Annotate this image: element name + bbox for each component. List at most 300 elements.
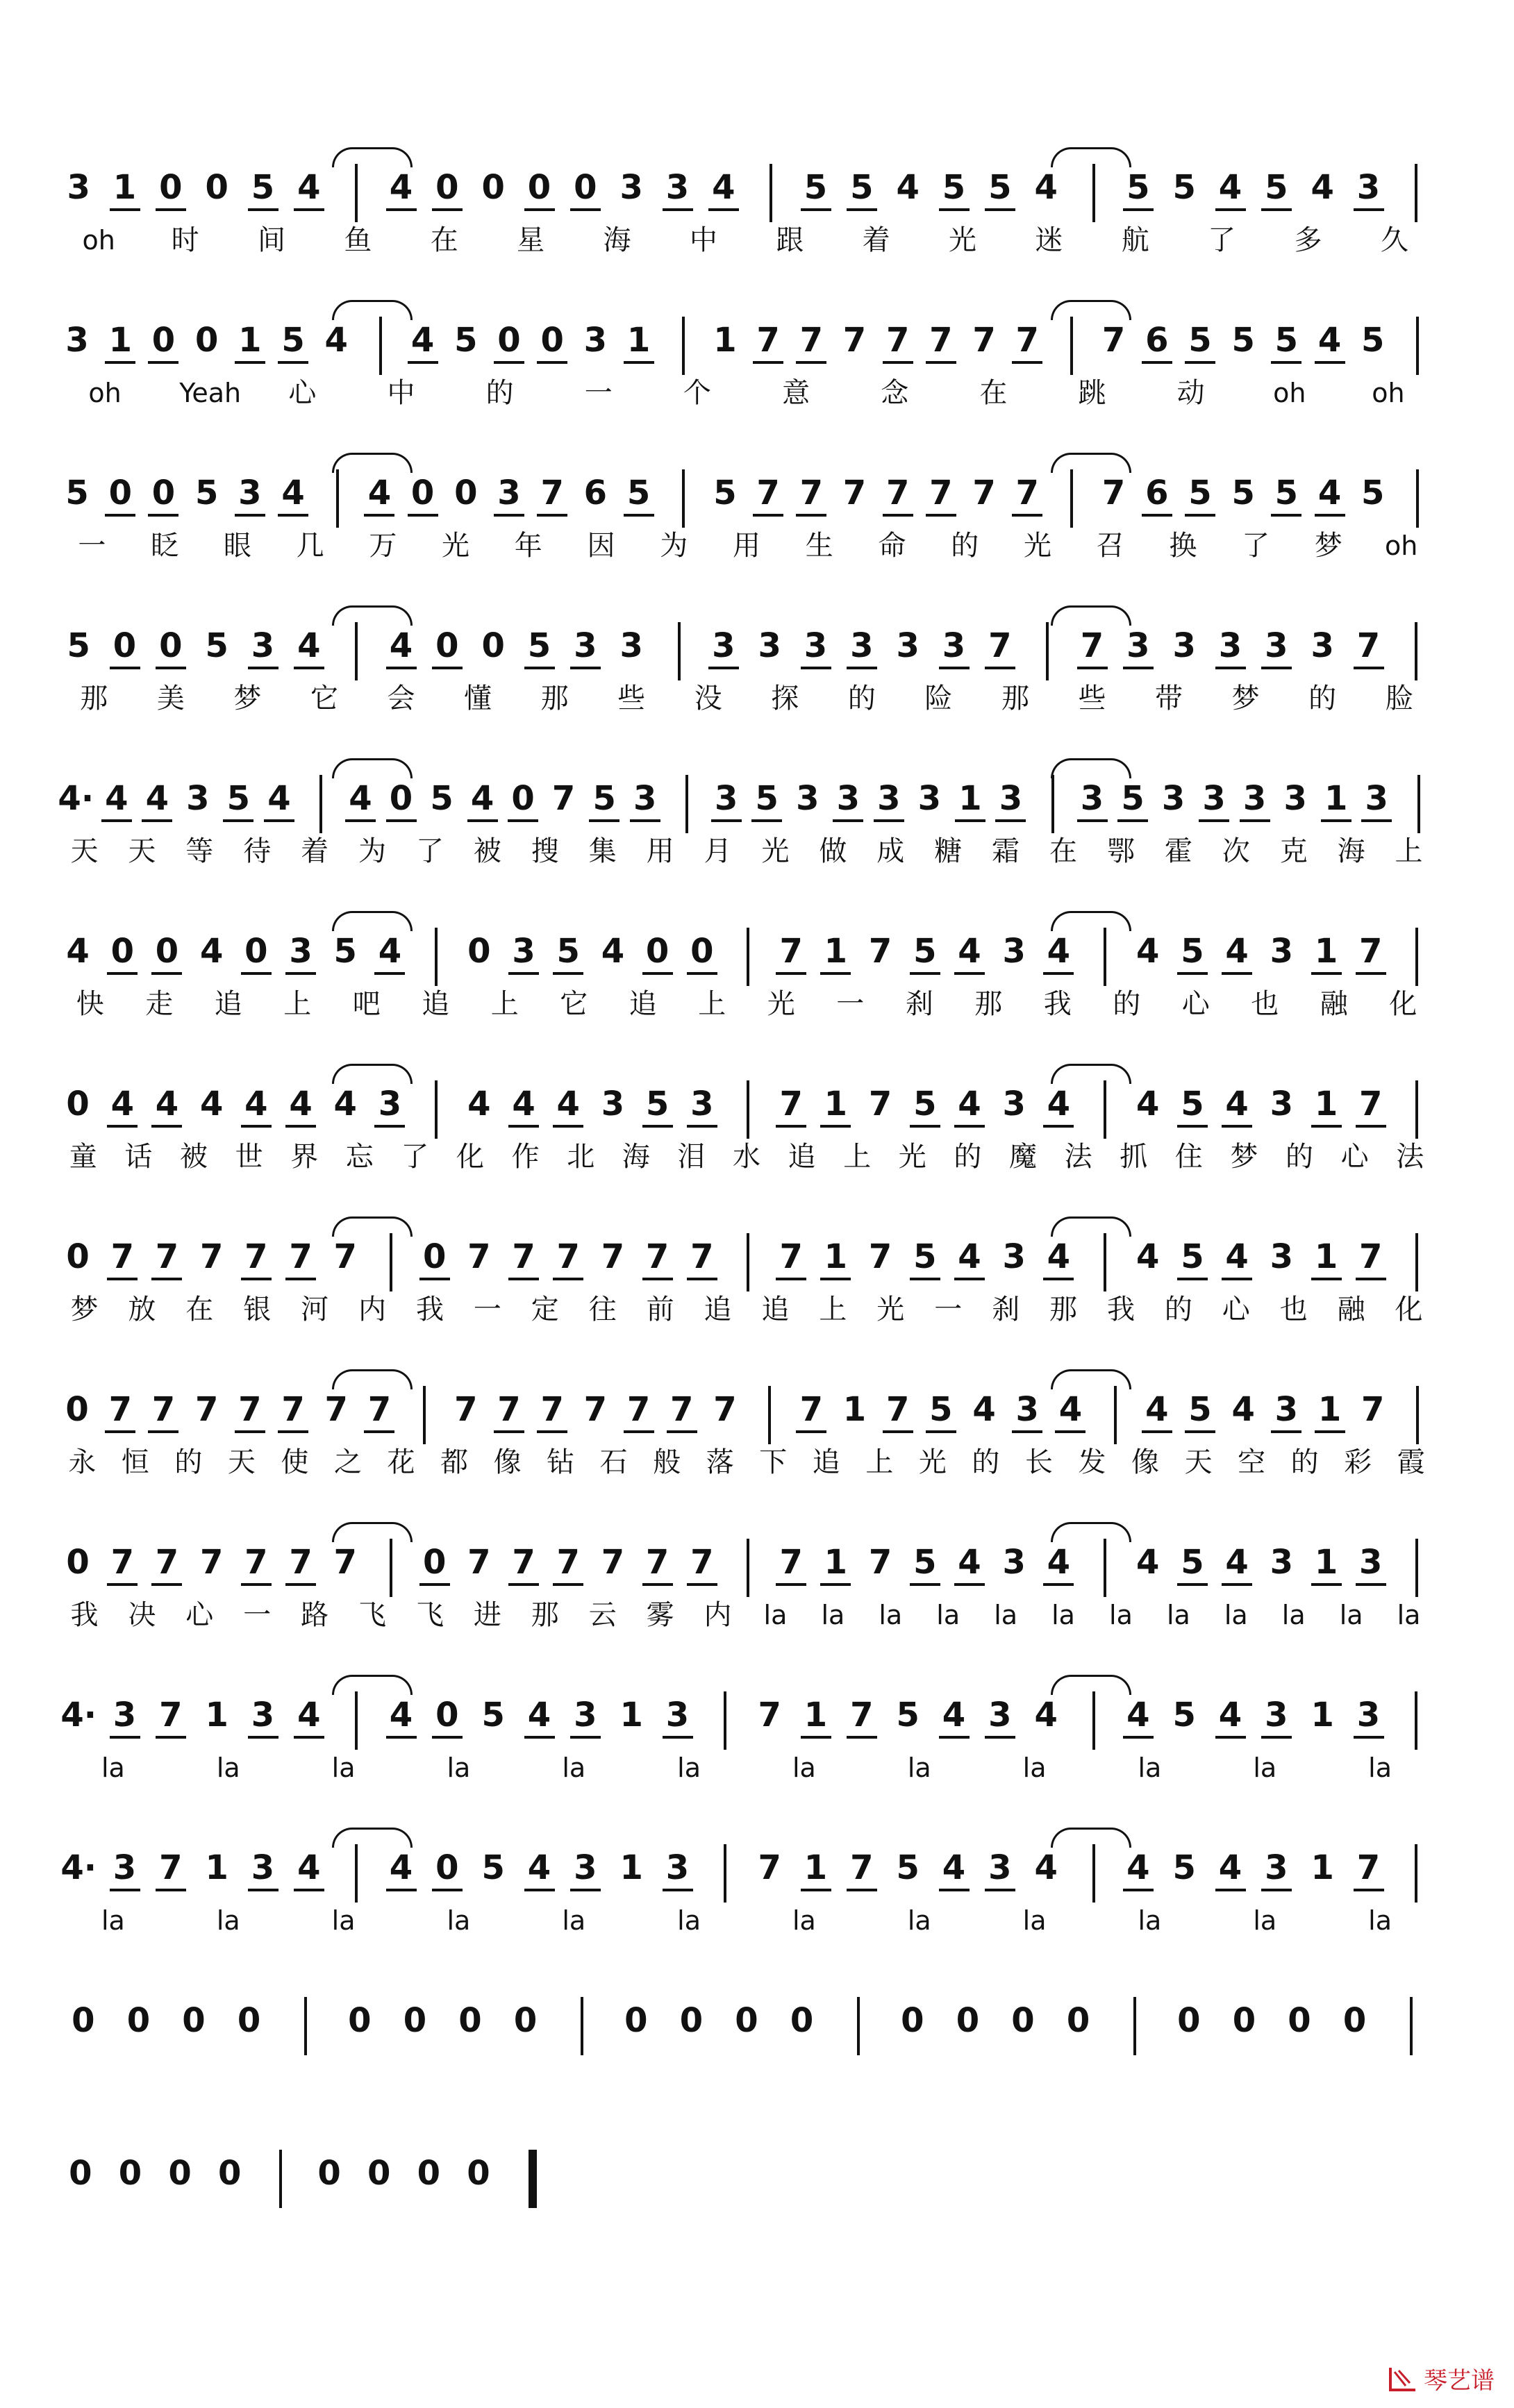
barline (678, 622, 681, 680)
note: 3 (1195, 778, 1233, 819)
barline (1415, 164, 1417, 222)
note: 0 (481, 168, 505, 207)
note: 5 (1181, 1389, 1220, 1430)
lyric-syllable: 做 (819, 835, 847, 867)
note: 0 (454, 474, 478, 512)
note: 4 (1039, 930, 1078, 972)
note: 4 (1211, 1847, 1250, 1889)
note: 3 (683, 1083, 722, 1125)
note: 5 (1119, 167, 1158, 208)
notes-row (56, 1993, 1438, 2076)
lyric-syllable: 般 (653, 1446, 681, 1478)
note: 0 (182, 2001, 206, 2040)
lyric-syllable: la (216, 1753, 240, 1783)
lyric-syllable: 它 (310, 683, 338, 714)
notes-row (56, 2146, 1438, 2229)
note: 5 (205, 626, 228, 665)
note: 7 (879, 319, 917, 361)
note: 1 (1307, 1236, 1346, 1278)
note: 4 (935, 1694, 974, 1736)
lyric-syllable: 险 (924, 683, 953, 714)
note: 4 (290, 1694, 328, 1736)
piano-logo-icon (1388, 2365, 1418, 2393)
slur-mark (332, 1216, 413, 1237)
note: 3 (67, 168, 90, 207)
note: 7 (842, 1847, 881, 1889)
lyric-syllable: 飞 (415, 1599, 444, 1631)
lyric-syllable: 着 (301, 835, 329, 867)
lyric-syllable: la (879, 1600, 903, 1630)
lyric-syllable: 海 (1337, 835, 1365, 867)
note: 4 (370, 930, 409, 972)
lyric-syllable: 长 (1024, 1446, 1053, 1478)
lyric-syllable: 天 (227, 1446, 256, 1478)
lyric-syllable: 我 (1043, 988, 1072, 1020)
note: 4 (1217, 1236, 1256, 1278)
note: 7 (772, 1083, 810, 1125)
note: 7 (842, 474, 867, 512)
lyric-row (56, 1290, 1438, 1332)
lyric-syllable: 光 (1023, 530, 1051, 562)
lyric-syllable: 水 (733, 1141, 760, 1173)
note: 4 (1231, 1390, 1255, 1429)
note: 7 (758, 1848, 781, 1887)
note: 5 (1361, 321, 1385, 360)
lyric-syllable: la (821, 1600, 845, 1630)
lyric-syllable: 跟 (776, 224, 804, 256)
note: 7 (454, 1390, 478, 1429)
barline (1410, 1997, 1413, 2055)
note: 3 (658, 1847, 697, 1889)
barline (1104, 1080, 1106, 1139)
note: 4 (1136, 1543, 1160, 1582)
lyric-syllable: 天 (1184, 1446, 1213, 1478)
lyric-row (56, 526, 1438, 568)
lyric-syllable: la (1253, 1905, 1277, 1936)
note: 6 (583, 474, 608, 512)
lyric-syllable: la (1339, 1600, 1363, 1630)
lyric-syllable: 追 (422, 988, 450, 1020)
lyric-syllable: 迷 (1035, 224, 1063, 256)
note: 0 (428, 1847, 467, 1889)
lyric-syllable: 被 (473, 835, 501, 867)
note: 0 (403, 2001, 427, 2040)
note: 4 (1217, 930, 1256, 972)
note: 4 (520, 1847, 559, 1889)
lyric-syllable: 的 (1308, 683, 1337, 714)
lyric-syllable: 等 (185, 835, 214, 867)
lyric-syllable: 为 (358, 835, 387, 867)
note: 7 (199, 1543, 224, 1582)
lyric-syllable: 星 (517, 224, 545, 256)
lyric-syllable: 云 (588, 1599, 617, 1631)
lyric-syllable: 法 (1396, 1141, 1424, 1173)
lyric-syllable: 的 (847, 683, 876, 714)
lyric-syllable: 次 (1222, 835, 1250, 867)
note: 7 (922, 319, 960, 361)
lyric-syllable: 换 (1169, 530, 1197, 562)
lyric-syllable: la (1138, 1753, 1162, 1783)
lyric-syllable: 光 (918, 1446, 947, 1478)
note: 7 (772, 1541, 810, 1583)
lyric-syllable: la (677, 1753, 701, 1783)
lyric-syllable: 我 (415, 1294, 444, 1326)
lyric-syllable: 飞 (358, 1599, 387, 1631)
lyric-syllable: 动 (1176, 377, 1205, 409)
note: 4 (97, 778, 136, 819)
note: 5 (1181, 472, 1220, 514)
note: 1 (106, 167, 144, 208)
lyric-syllable: 万 (369, 530, 397, 562)
note: 3 (186, 779, 210, 818)
final-barline (529, 2150, 537, 2208)
lyric-syllable: 使 (281, 1446, 309, 1478)
note: 0 (348, 2001, 372, 2040)
note: 6 (1138, 319, 1176, 361)
note: 3 (1236, 778, 1274, 819)
note: 0 (69, 2154, 92, 2193)
note: 0 (382, 778, 421, 819)
note: 1 (797, 1694, 835, 1736)
note: 4 (1136, 1237, 1160, 1276)
note: 5 (906, 1236, 945, 1278)
barline (435, 928, 438, 986)
lyric-syllable: 梦 (1314, 530, 1342, 562)
lyric-syllable: 霞 (1397, 1446, 1425, 1478)
barline (355, 1691, 358, 1750)
note: 7 (333, 1237, 357, 1276)
lyric-syllable: 住 (1174, 1141, 1203, 1173)
note: 7 (103, 1541, 142, 1583)
lyric-syllable: 进 (473, 1599, 501, 1631)
note: 7 (758, 1696, 781, 1734)
note: 7 (151, 1847, 190, 1889)
barline (1070, 317, 1073, 375)
note: 0 (566, 167, 605, 208)
note: 0 (415, 1236, 454, 1278)
slur-mark (332, 1675, 413, 1695)
note: 7 (147, 1236, 186, 1278)
lyric-row (56, 1596, 1438, 1637)
note: 3 (1351, 1541, 1390, 1583)
note: 4 (1039, 1541, 1078, 1583)
note: 5 (1173, 1541, 1212, 1583)
note: 5 (219, 778, 258, 819)
lyric-syllable: 走 (145, 988, 174, 1020)
lyric-syllable: 糖 (934, 835, 963, 867)
note: 3 (658, 1694, 697, 1736)
note: 3 (1002, 1543, 1026, 1582)
lyric-syllable: 钻 (547, 1446, 575, 1478)
lyric-syllable: 花 (387, 1446, 415, 1478)
lyric-syllable: la (1281, 1600, 1306, 1630)
lyric-syllable: 心 (1222, 1294, 1250, 1326)
lyric-syllable: oh (1384, 530, 1418, 561)
lyric-syllable: 集 (588, 835, 617, 867)
barline (336, 469, 339, 528)
note: 7 (772, 1236, 810, 1278)
note: 3 (1257, 1694, 1296, 1736)
lyric-syllable: 心 (288, 377, 317, 409)
slur-mark (332, 147, 413, 167)
note: 5 (1113, 778, 1152, 819)
note: 7 (842, 1694, 881, 1736)
note: 5 (1231, 474, 1255, 512)
lyric-syllable: la (1253, 1753, 1277, 1783)
note: 5 (1361, 474, 1385, 512)
barline (724, 1844, 726, 1903)
barline (1415, 1233, 1418, 1291)
lyric-syllable: 心 (1181, 988, 1210, 1020)
note: 0 (103, 930, 142, 972)
note: 0 (428, 1694, 467, 1736)
note: 4 (704, 167, 743, 208)
note: 3 (566, 625, 605, 667)
note: 7 (663, 1389, 701, 1430)
note: 7 (1349, 1847, 1388, 1889)
note: 4 (103, 1083, 142, 1125)
lyric-syllable: 霍 (1164, 835, 1192, 867)
slur-mark (1051, 300, 1131, 320)
lyric-syllable: 一 (473, 1294, 501, 1326)
note: 0 (490, 319, 529, 361)
note: 5 (481, 1848, 505, 1887)
note: 7 (199, 1237, 224, 1276)
note: 0 (679, 2001, 704, 2040)
note: 5 (747, 778, 786, 819)
barline (1114, 1386, 1117, 1444)
lyric-syllable: 追 (788, 1141, 816, 1173)
note: 4 (1034, 168, 1058, 207)
note: 3 (566, 1847, 605, 1889)
lyric-syllable: 的 (1286, 1141, 1313, 1173)
note: 5 (65, 474, 89, 512)
note: 3 (704, 625, 743, 667)
barline (682, 469, 685, 528)
note: 0 (144, 472, 183, 514)
note: 5 (1181, 319, 1220, 361)
note: 7 (583, 1390, 608, 1429)
lyric-row (56, 221, 1438, 262)
note: 7 (868, 1237, 892, 1276)
lyric-syllable: oh (82, 225, 115, 256)
lyric-syllable: la (1022, 1905, 1047, 1936)
barline (1416, 317, 1419, 375)
lyric-syllable: 像 (493, 1446, 522, 1478)
lyric-syllable: 没 (694, 683, 722, 714)
lyric-syllable: 永 (68, 1446, 97, 1478)
note: 1 (816, 930, 855, 972)
note: 7 (147, 1541, 186, 1583)
note: 3 (981, 1847, 1020, 1889)
note: 3 (1270, 932, 1294, 971)
lyric-syllable: 间 (257, 224, 285, 256)
barline (1133, 1997, 1136, 2055)
lyric-syllable: 脸 (1385, 683, 1413, 714)
note: 5 (549, 930, 588, 972)
note: 5 (1172, 1848, 1196, 1887)
note: 5 (797, 167, 835, 208)
lyric-row (56, 679, 1438, 721)
barline (724, 1691, 726, 1750)
note: 0 (1066, 2001, 1090, 2040)
lyric-syllable: 上 (283, 988, 312, 1020)
note: 5 (906, 930, 945, 972)
note: 4 (1136, 1085, 1160, 1123)
note: 7 (601, 1237, 625, 1276)
barline (747, 1233, 749, 1291)
note: 7 (879, 1389, 917, 1430)
slur-mark (1051, 147, 1131, 167)
lyric-syllable: 那 (540, 683, 569, 714)
note: 0 (144, 319, 183, 361)
note: 5 (906, 1083, 945, 1125)
note: 7 (638, 1541, 677, 1583)
barline (355, 1844, 358, 1903)
barline (1416, 1386, 1419, 1444)
note: 7 (792, 472, 831, 514)
lyric-syllable: 光 (948, 224, 976, 256)
note: 0 (481, 626, 505, 665)
lyric-syllable: 多 (1294, 224, 1322, 256)
slur-mark (332, 605, 413, 626)
barline (747, 1080, 749, 1139)
lyric-syllable: 的 (1113, 988, 1141, 1020)
lyric-syllable: la (792, 1753, 816, 1783)
note: 0 (101, 472, 140, 514)
note: 7 (1073, 625, 1112, 667)
note: 0 (151, 625, 190, 667)
lyric-syllable: la (1022, 1753, 1047, 1783)
lyric-syllable: 召 (1096, 530, 1124, 562)
note: 5 (981, 167, 1020, 208)
barline (1415, 1080, 1418, 1139)
note: 4 (950, 1083, 989, 1125)
lyric-syllable: 都 (440, 1446, 469, 1478)
lyric-syllable: 快 (76, 988, 104, 1020)
note: 4 (1051, 1389, 1090, 1430)
lyric-syllable: 融 (1320, 988, 1348, 1020)
note: 4 (1039, 1083, 1078, 1125)
note: 4 (147, 1083, 186, 1125)
note: 1 (797, 1847, 835, 1889)
lyric-syllable: 那 (80, 683, 108, 714)
slur-mark (1051, 605, 1131, 626)
lyric-syllable: 一 (584, 377, 613, 409)
lyric-syllable: la (562, 1753, 586, 1783)
note: 0 (65, 1390, 89, 1429)
lyric-syllable: 的 (174, 1446, 203, 1478)
note: 4· (60, 1848, 97, 1887)
note: 0 (533, 319, 572, 361)
note: 3 (1349, 167, 1388, 208)
note: 7 (1349, 625, 1388, 667)
note: 0 (1232, 2001, 1256, 2040)
note: 5 (896, 1848, 920, 1887)
note: 3 (1311, 626, 1334, 665)
note: 7 (713, 1390, 737, 1429)
lyric-syllable: 石 (599, 1446, 628, 1478)
lyric-syllable: 跳 (1078, 377, 1106, 409)
note: 4 (290, 625, 328, 667)
slur-mark (332, 1522, 413, 1542)
note: 5 (906, 1541, 945, 1583)
lyric-syllable: 梦 (1231, 683, 1260, 714)
note: 3 (370, 1083, 409, 1125)
note: 4 (274, 472, 313, 514)
lyric-syllable: 的 (485, 377, 514, 409)
note: 0 (956, 2001, 980, 2040)
note: 0 (513, 2001, 538, 2040)
note: 0 (428, 167, 467, 208)
lyric-syllable: 梦 (1230, 1141, 1258, 1173)
lyric-row (56, 1748, 1438, 1790)
note: 4 (549, 1083, 588, 1125)
note: 4 (199, 932, 224, 971)
note: 7 (360, 1389, 399, 1430)
slur-mark (1051, 1522, 1131, 1542)
note: 0 (1011, 2001, 1035, 2040)
lyric-syllable: 追 (812, 1446, 840, 1478)
lyric-syllable: 为 (660, 530, 688, 562)
lyric-syllable: 眼 (223, 530, 251, 562)
lyric-syllable: 追 (214, 988, 242, 1020)
note: 3 (1211, 625, 1250, 667)
barline (1415, 928, 1418, 986)
lyric-syllable: 话 (124, 1141, 153, 1173)
lyric-syllable: 天 (70, 835, 99, 867)
lyric-syllable: la (994, 1600, 1018, 1630)
note: 4 (382, 167, 421, 208)
lyric-syllable: la (1109, 1600, 1133, 1630)
lyric-syllable: 些 (617, 683, 646, 714)
lyric-syllable: 我 (1106, 1294, 1135, 1326)
lyric-syllable: 了 (1242, 530, 1270, 562)
note: 3 (601, 1085, 625, 1123)
lyric-syllable: la (101, 1905, 125, 1936)
lyric-syllable: 待 (243, 835, 272, 867)
barline (279, 2150, 282, 2208)
note: 3 (1267, 1389, 1306, 1430)
note: 4 (1211, 167, 1250, 208)
note: 1 (619, 1696, 643, 1734)
note: 7 (551, 779, 576, 818)
note: 5 (1173, 1083, 1212, 1125)
note: 3 (707, 778, 746, 819)
lyric-syllable: 海 (603, 224, 631, 256)
lyric-syllable: 的 (1290, 1446, 1319, 1478)
barline (1415, 622, 1417, 680)
note: 3 (981, 1694, 1020, 1736)
lyric-syllable: 它 (560, 988, 588, 1020)
lyric-syllable: 忘 (345, 1141, 374, 1173)
lyric-row (56, 1137, 1438, 1179)
lyric-syllable: la (907, 1753, 931, 1783)
lyric-syllable: 像 (1131, 1446, 1160, 1478)
lyric-syllable: la (1051, 1600, 1075, 1630)
note: 5 (454, 321, 478, 360)
note: 5 (638, 1083, 677, 1125)
lyric-syllable: 吧 (352, 988, 381, 1020)
lyric-syllable: 在 (979, 377, 1008, 409)
note: 3 (870, 778, 908, 819)
lyric-syllable: 克 (1279, 835, 1308, 867)
lyric-syllable: 在 (1049, 835, 1078, 867)
note: 7 (1361, 1390, 1385, 1429)
lyric-syllable: 念 (881, 377, 909, 409)
lyric-syllable: 上 (843, 1141, 872, 1173)
note: 4 (1217, 1083, 1256, 1125)
